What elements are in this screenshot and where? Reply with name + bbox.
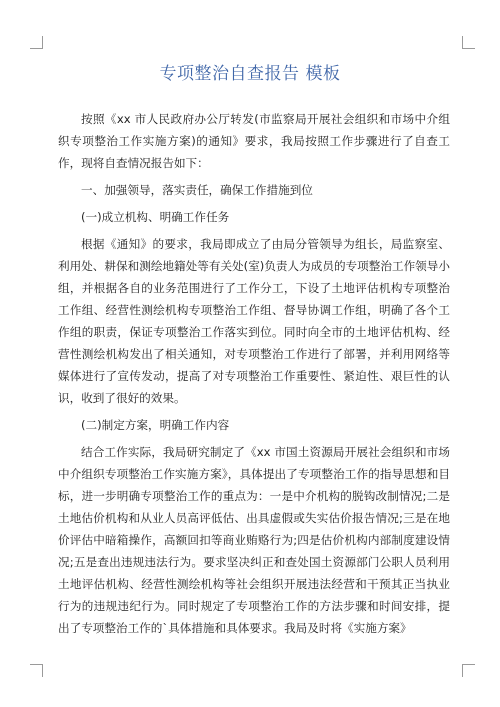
page-corner-mark-top-left xyxy=(30,36,43,49)
body-paragraph-2: 结合工作实际，我局研究制定了《xx 市国土资源局开展社会组织和市场中介组织专项整治工作实施方案》，具体提出了专项整治工作的指导思想和目标，进一步明确专项整治工作的重点为：一是中介机构的脱钩改制情况;二是土地估价机构和从业人员高评低估、出具虚假或失实估价报告情况;三是在地价评估中暗箱操作，高额回扣等商业贿赂行为;四是估价机构内部制度建设情况;五是查出违规违法行为。要求坚决纠正和查处国土资源部门公职人员利用土地评估机构、经营性测绘机构等社会组织开展违法经营和干预其正当执业行为的违规违纪行为。同时规定了专项整治工作的方法步骤和时间安排，提出了专项整治工作的`具体措施和具体要求。我局及时将《实施方案》 xyxy=(58,445,450,635)
intro-paragraph: 按照《xx 市人民政府办公厅转发(市监察局开展社会组织和市场中介组织专项整治工作实施方案)的通知》要求，我局按照工作步骤进行了自查工作，现将自查情况报告如下： xyxy=(58,112,450,170)
body-paragraph-1: 根据《通知》的要求，我局即成立了由局分管领导为组长，局监察室、利用处、耕保和测绘地籍处等有关处(室)负责人为成员的专项整治工作领导小组，并根据各自的业务范围进行了工作分工，下设了土地评估机构专项整治工作组、经营性测绘机构专项整治工作组、督导协调工作组，明确了各个工作组的职责，保证专项整治工作落实到位。同时向全市的土地评估机构、经营性测绘机构发出了相关通知，对专项整治工作进行了部署，并利用网络等媒体进行了宣传发动，提高了对专项整治工作重要性、紧迫性、艰巨性的认识，收到了很好的效果。 xyxy=(58,237,450,405)
section-heading-1: 一、加强领导，落实责任，确保工作措施到位 xyxy=(81,183,313,197)
subsection-heading-1: (一)成立机构、明确工作任务 xyxy=(81,210,230,224)
subsection-heading-2: (二)制定方案，明确工作内容 xyxy=(81,418,230,432)
document-body xyxy=(58,108,450,639)
page-corner-mark-bottom-left xyxy=(30,664,43,677)
page-corner-mark-top-right xyxy=(462,36,475,49)
document-title: 专项整治自查报告 模板 xyxy=(159,64,341,84)
page-corner-mark-bottom-right xyxy=(462,664,475,677)
